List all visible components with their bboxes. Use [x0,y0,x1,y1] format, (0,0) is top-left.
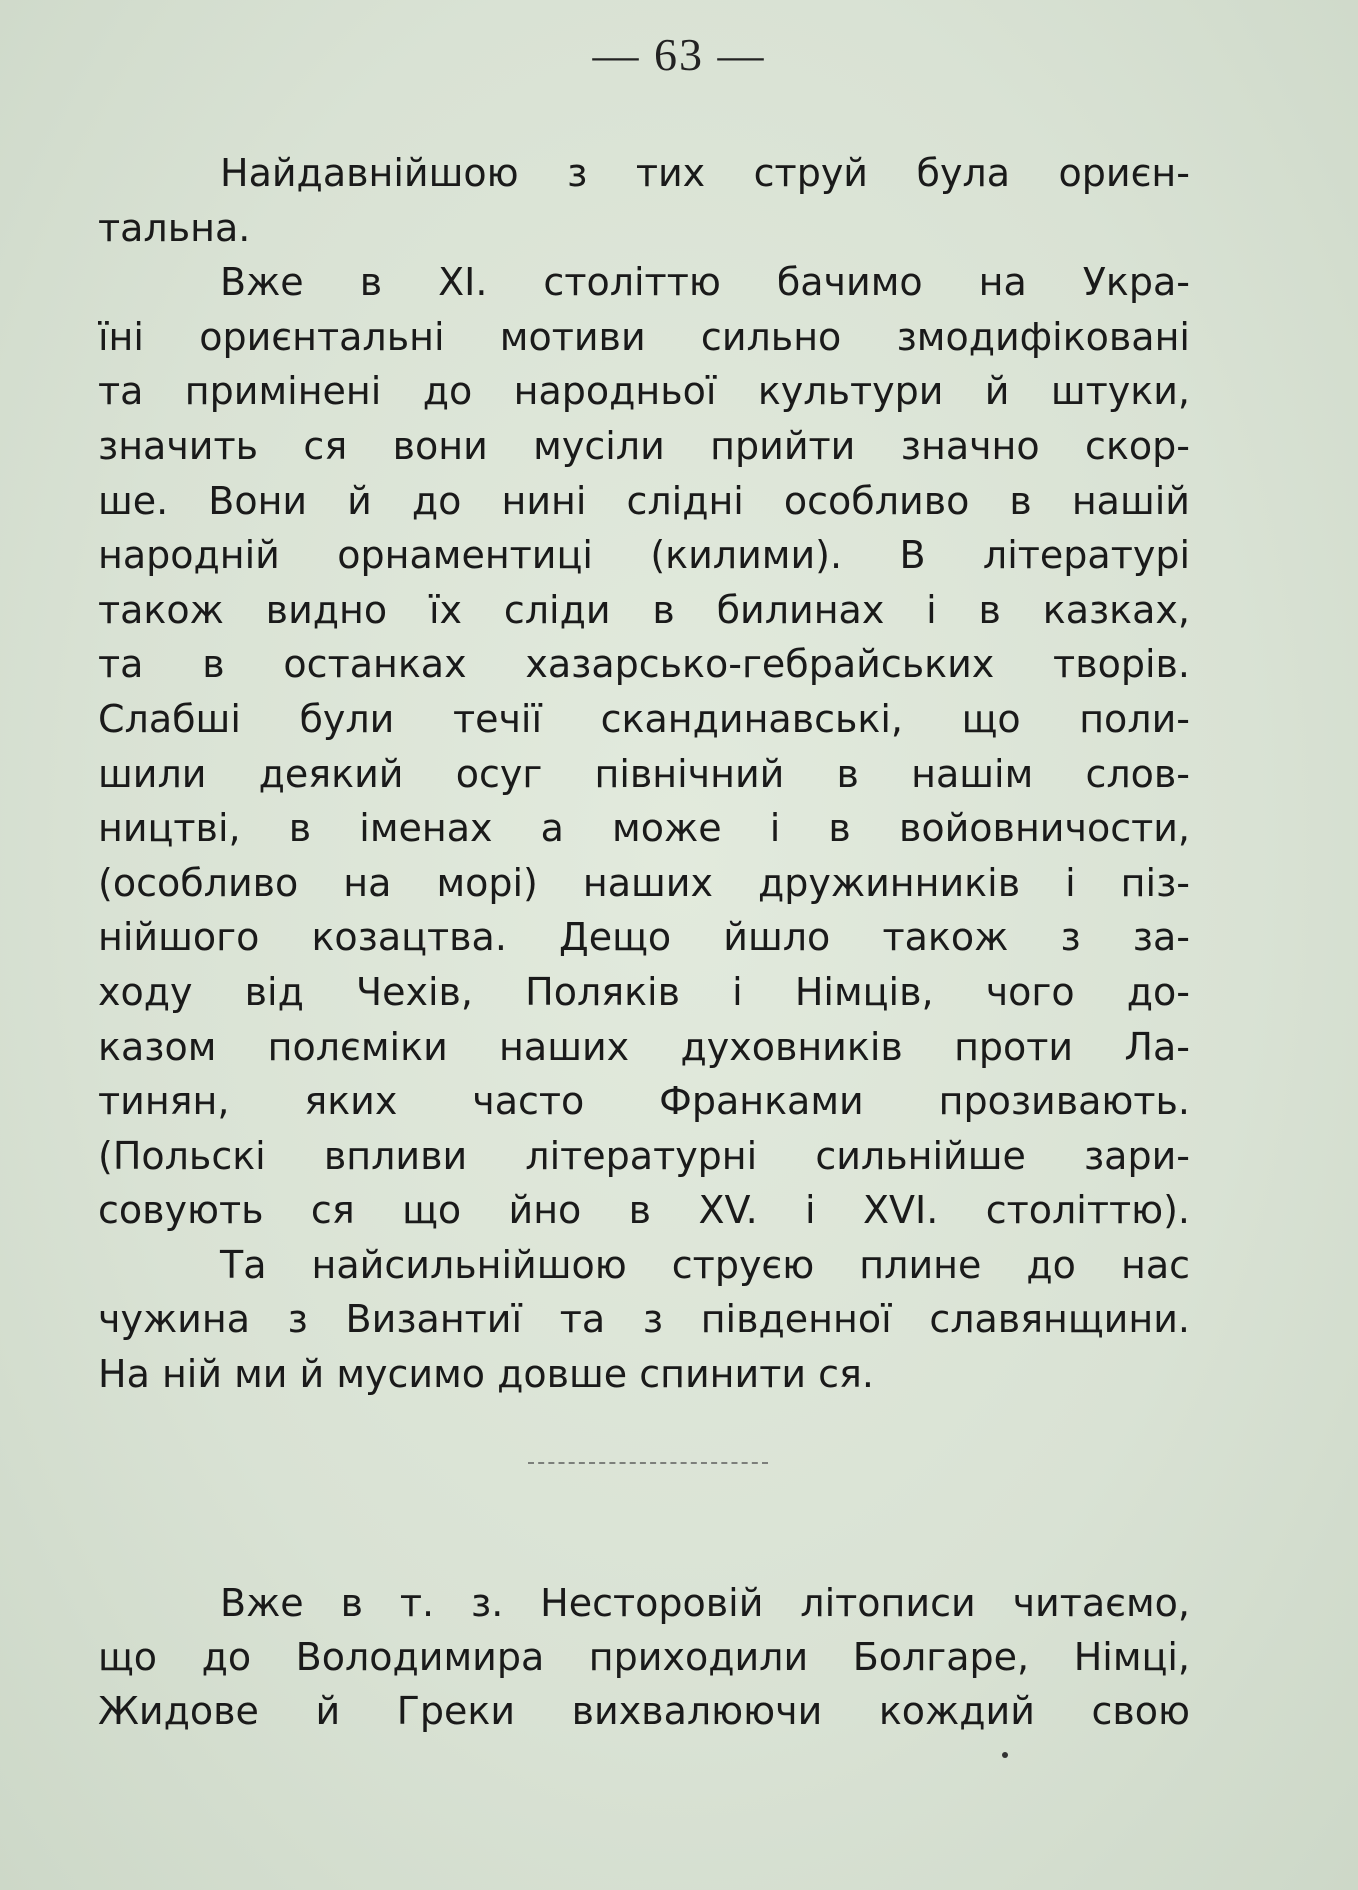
text-line: народній орнаментиці (килими). В літературі [98,533,1190,578]
text-line: та примінені до народньої культури й штуки, [98,369,1190,414]
text-line: та в останках хазарсько-гебрайських творів. [98,642,1190,687]
text-line: ходу від Чехів, Поляків і Німців, чого до- [98,969,1190,1014]
text-line: Та найсильнійшою струєю плине до нас [220,1242,1190,1287]
text-line: шили деякий осуг північний в нашім слов- [98,751,1190,796]
page-number: — 63 — [592,29,766,80]
text-line: Найдавнійшою з тих струй була ориєн- [220,151,1190,195]
section-divider [528,1462,768,1464]
text-line: (особливо на морі) наших дружинників і піз- [98,860,1190,905]
text-line: (Польскі впливи літературні сильнійше зари- [98,1133,1190,1178]
text-line: ництві, в іменах а може і в войовничости, [98,806,1190,851]
text-line: тальна. [98,205,251,250]
text-line: що до Володимира приходили Болгаре, Німці, [98,1635,1190,1679]
text-line: Вже в т. з. Несторовій літописи читаємо, [220,1581,1190,1625]
text-line: казом полєміки наших духовників проти Ла- [98,1024,1190,1069]
text-line: чужина з Византиї та з південної славянщини. [98,1297,1190,1342]
text-line: На ній ми й мусимо довше спинити ся. [98,1352,874,1397]
continuation-text [98,1576,1190,1738]
text-line: нійшого козацтва. Дещо йшло також з за- [98,915,1190,960]
text-line: їні ориєнтальні мотиви сильно змодифіковані [98,314,1190,359]
ink-speck [1002,1752,1008,1758]
text-line: тинян, яких часто Франками прозивають. [98,1079,1190,1124]
text-line: совують ся що йно в XV. і XVI. століттю). [98,1188,1190,1233]
text-line: ше. Вони й до нині слідні особливо в нашій [98,478,1190,523]
text-line: Слабші були течії скандинавські, що поли- [98,696,1190,741]
text-line: значить ся вони мусіли прийти значно скор- [98,423,1190,468]
text-line: Вже в XI. століттю бачимо на Укра- [220,260,1190,305]
main-text [98,146,1190,1402]
text-line: також видно їх сліди в билинах і в казках, [98,587,1190,632]
text-line: Жидове й Греки вихвалюючи кождий свою [98,1689,1190,1733]
